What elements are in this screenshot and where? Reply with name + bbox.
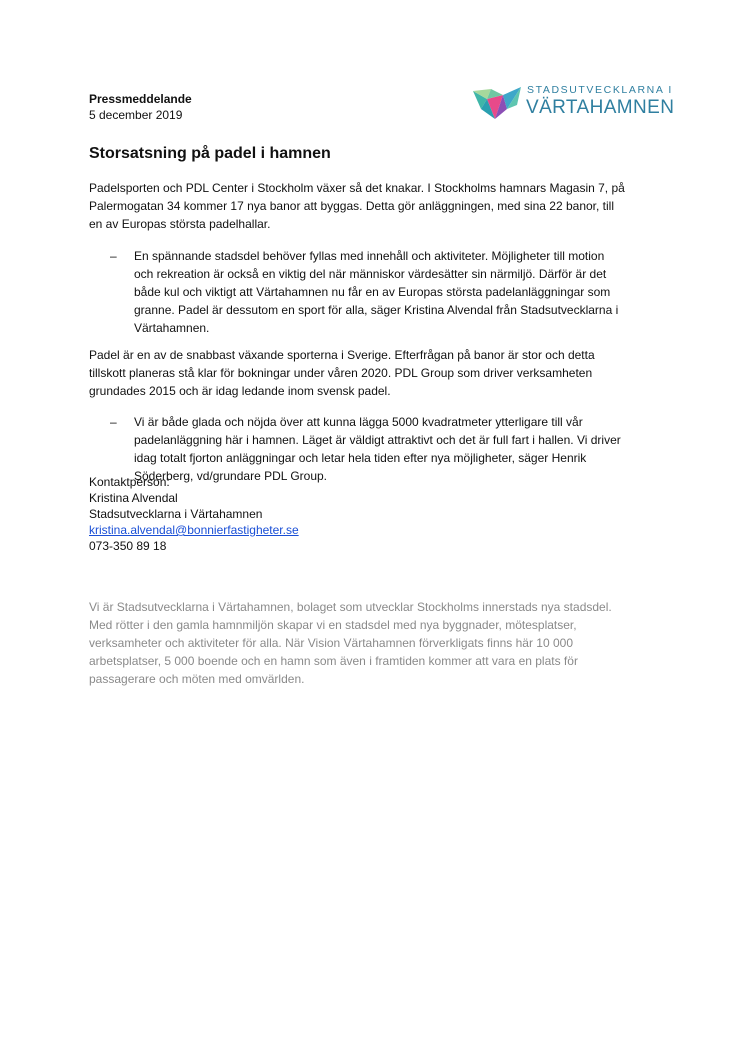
quote-line: både kul och viktigt att Värtahamnen nu får en av Europas största padelanläggningar som bbox=[134, 285, 611, 299]
logo-top-text: STADSUTVECKLARNA I bbox=[527, 84, 673, 96]
about-paragraph bbox=[89, 598, 644, 688]
about-line: passagerare och möten med omvärlden. bbox=[89, 672, 305, 686]
contact-org: Stadsutvecklarna i Värtahamnen bbox=[89, 507, 263, 521]
quote-dash: – bbox=[110, 249, 117, 263]
intro-line: en av Europas största padelhallar. bbox=[89, 217, 271, 231]
about-line: Vi är Stadsutvecklarna i Värtahamnen, bolaget som utvecklar Stockholms innerstads nya stadsdel. bbox=[89, 600, 612, 614]
quote-line: Värtahamnen. bbox=[134, 321, 210, 335]
quote-line: Vi är både glada och nöjda över att kunna lägga 5000 kvadratmeter ytterligare till vår bbox=[134, 415, 583, 429]
quote-dash: – bbox=[110, 415, 117, 429]
press-release-label: Pressmeddelande bbox=[89, 92, 192, 106]
contact-phone: 073-350 89 18 bbox=[89, 539, 167, 553]
middle-paragraph bbox=[89, 346, 659, 400]
press-date: 5 december 2019 bbox=[89, 108, 183, 122]
quote-line: och rekreation är också en viktig del när människor värdesätter sin närmiljö. Därför är det bbox=[134, 267, 607, 281]
contact-email-link[interactable]: kristina.alvendal@bonnierfastigheter.se bbox=[89, 523, 299, 537]
press-header bbox=[89, 91, 192, 123]
quote-line: En spännande stadsdel behöver fyllas med innehåll och aktiviteter. Möjligheter till motion bbox=[134, 249, 605, 263]
logo-main-text: VÄRTAHAMNEN bbox=[526, 97, 675, 118]
press-title: Storsatsning på padel i hamnen bbox=[89, 145, 331, 162]
contact-heading: Kontaktperson: bbox=[89, 475, 170, 489]
about-line: arbetsplatser, 5 000 boende och en hamn som även i framtiden kommer att vara en plats för bbox=[89, 654, 578, 668]
contact-block bbox=[89, 474, 299, 554]
quote-line: padelanläggning här i hamnen. Läget är väldigt attraktivt och det är full fart i hallen. Vi driver bbox=[134, 433, 621, 447]
middle-line: Padel är en av de snabbast växande sporterna i Sverige. Efterfrågan på banor är stor och detta bbox=[89, 348, 595, 362]
company-logo bbox=[473, 79, 675, 125]
middle-line: tillskott planeras stå klar för bokningar under våren 2020. PDL Group som driver verksamheten bbox=[89, 366, 593, 380]
intro-line: Palermogatan 34 kommer 17 nya banor att byggas. Detta gör anläggningen, med sina 22 banor, till bbox=[89, 199, 614, 213]
quote-line: granne. Padel är dessutom en sport för alla, säger Kristina Alvendal från Stadsutvecklarna i bbox=[134, 303, 619, 317]
about-line: verksamheter och aktiviteter för alla. När Vision Värtahamnen förverkligats finns här 10 000 bbox=[89, 636, 574, 650]
about-line: Med rötter i den gamla hamnmiljön skapar vi en stadsdel med nya byggnader, mötesplatser, bbox=[89, 618, 577, 632]
quote-line: Söderberg, vd/grundare PDL Group. bbox=[134, 469, 328, 483]
intro-line: Padelsporten och PDL Center i Stockholm växer så det knakar. I Stockholms hamnars Magasin 7, på bbox=[89, 181, 625, 195]
quote-kristina bbox=[89, 247, 659, 337]
quote-line: idag totalt fjorton anläggningar och letar hela tiden efter nya möjligheter, säger Henrik bbox=[134, 451, 587, 465]
middle-line: grundades 2015 och är idag ledande inom svensk padel. bbox=[89, 384, 391, 398]
intro-paragraph bbox=[89, 179, 659, 233]
contact-name: Kristina Alvendal bbox=[89, 491, 178, 505]
